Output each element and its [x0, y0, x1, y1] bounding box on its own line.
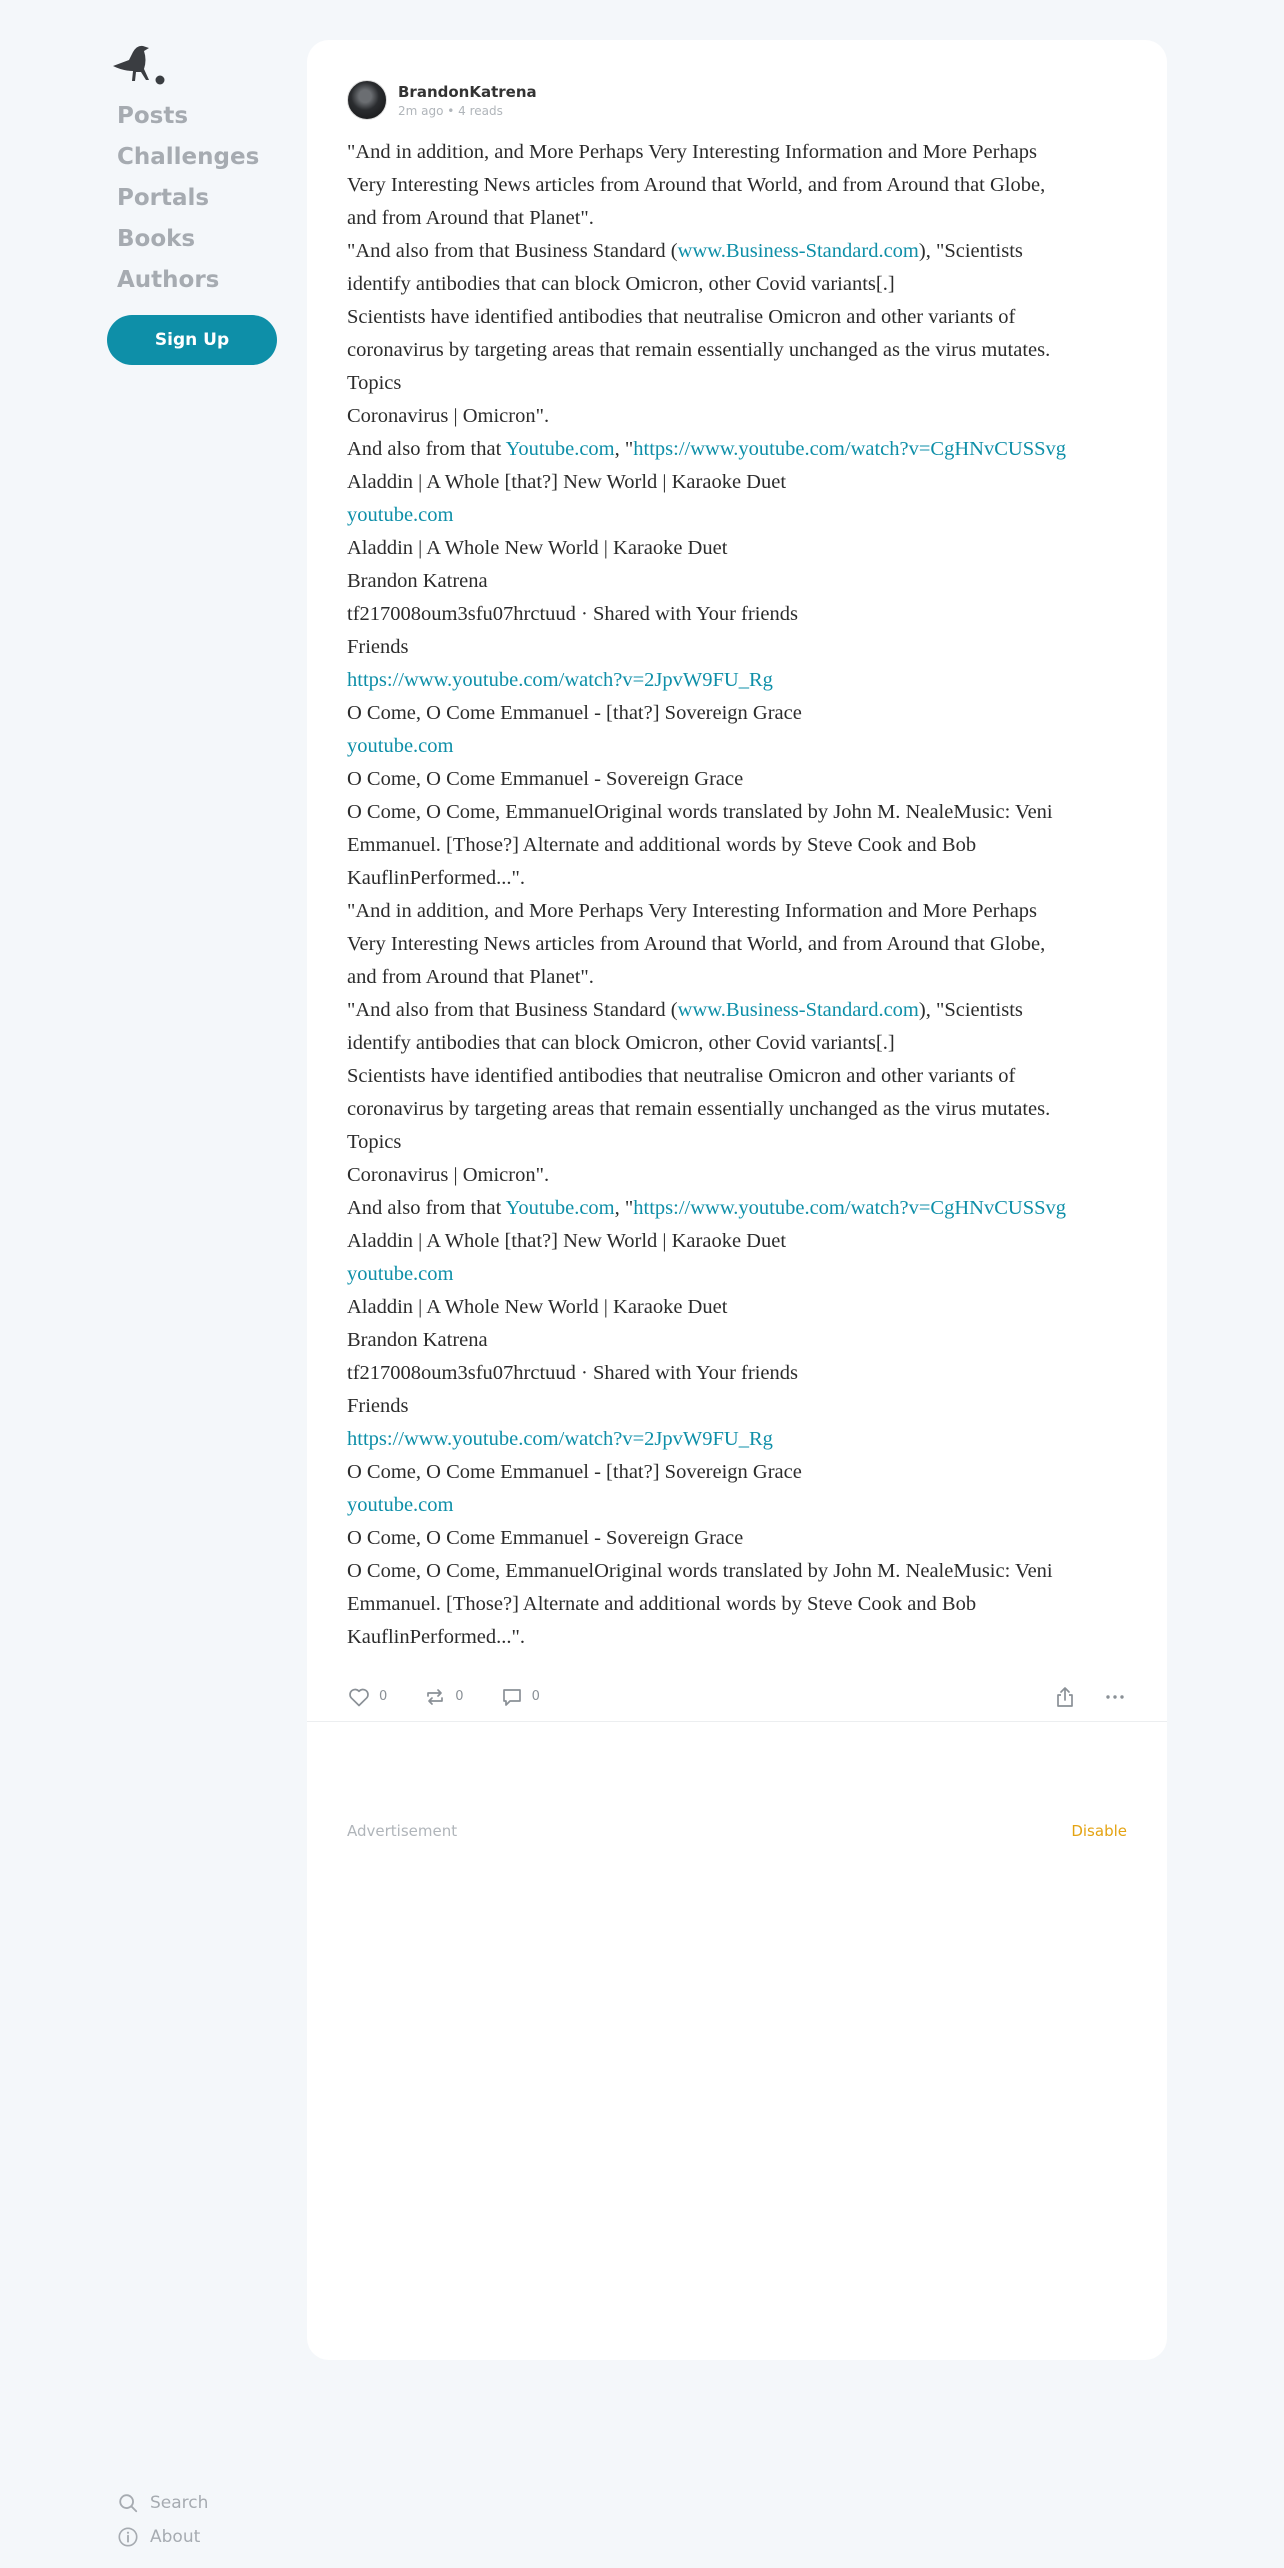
search-icon: [117, 2492, 139, 2514]
post-line: [347, 1027, 1137, 1060]
post-text: KauflinPerformed...".: [347, 1626, 526, 1648]
comment-button[interactable]: [500, 1685, 540, 1709]
post-line: [347, 829, 1137, 862]
post-link[interactable]: https://www.youtube.com/watch?v=CgHNvCUSSvg: [633, 438, 1066, 460]
repost-icon: [423, 1685, 447, 1709]
post-line: [347, 664, 1137, 697]
post-line: [347, 697, 1137, 730]
post-text: Aladdin | A Whole [that?] New World | Karaoke Duet: [347, 1230, 787, 1252]
post-link[interactable]: www.Business-Standard.com: [677, 240, 919, 262]
post-text: ), "Scientists: [918, 999, 1023, 1021]
post-text: Topics: [347, 372, 402, 394]
about-link[interactable]: [117, 2520, 208, 2554]
post-line: [347, 1522, 1137, 1555]
post-line: [347, 598, 1137, 631]
post-link[interactable]: https://www.youtube.com/watch?v=2JpvW9FU_Rg: [347, 669, 773, 691]
sign-up-button[interactable]: Sign Up: [107, 315, 277, 365]
author-name[interactable]: BrandonKatrena: [398, 82, 537, 101]
post-line: [347, 499, 1137, 532]
post-line: [347, 1423, 1137, 1456]
post-text: Friends: [347, 1395, 409, 1417]
post-text: and from Around that Planet".: [347, 207, 594, 229]
nav-books[interactable]: Books: [117, 226, 196, 252]
post-text: KauflinPerformed...".: [347, 867, 526, 889]
info-icon: [117, 2526, 139, 2548]
post-text: coronavirus by targeting areas that remain essentially unchanged as the virus mutates.: [347, 339, 1051, 361]
post-link[interactable]: https://www.youtube.com/watch?v=CgHNvCUSSvg: [633, 1197, 1066, 1219]
post-text: O Come, O Come, EmmanuelOriginal words translated by John M. NealeMusic: Veni: [347, 1560, 1053, 1582]
post-line: [347, 1225, 1137, 1258]
post-text: Emmanuel. [Those?] Alternate and additional words by Steve Cook and Bob: [347, 1593, 977, 1615]
post-line: [347, 1192, 1137, 1225]
more-button[interactable]: [1103, 1685, 1127, 1709]
post-line: [347, 268, 1137, 301]
post-text: Coronavirus | Omicron".: [347, 405, 550, 427]
post-text: Scientists have identified antibodies that neutralise Omicron and other variants of: [347, 306, 1016, 328]
post-text: Brandon Katrena: [347, 570, 488, 592]
post-text: identify antibodies that can block Omicron, other Covid variants[.]: [347, 1032, 895, 1054]
post-text: ), "Scientists: [918, 240, 1023, 262]
post-text: And also from that: [347, 438, 506, 460]
advertisement-label: Advertisement: [347, 1822, 458, 1840]
post-line: [347, 1159, 1137, 1192]
post-text: Friends: [347, 636, 409, 658]
post-text: Emmanuel. [Those?] Alternate and additional words by Steve Cook and Bob: [347, 834, 977, 856]
post-text: Scientists have identified antibodies that neutralise Omicron and other variants of: [347, 1065, 1016, 1087]
post-text: O Come, O Come Emmanuel - [that?] Sovereign Grace: [347, 702, 802, 724]
post-line: [347, 1258, 1137, 1291]
like-button[interactable]: [347, 1685, 387, 1709]
post-link[interactable]: Youtube.com: [505, 438, 615, 460]
sidebar: [107, 40, 287, 365]
post-text: O Come, O Come, EmmanuelOriginal words translated by John M. NealeMusic: Veni: [347, 801, 1053, 823]
post-line: [347, 1060, 1137, 1093]
post-link[interactable]: youtube.com: [347, 1263, 454, 1285]
post-link[interactable]: Youtube.com: [505, 1197, 615, 1219]
post-card: [307, 40, 1167, 2360]
post-text: "And in addition, and More Perhaps Very Interesting Information and More Perhaps: [347, 900, 1038, 922]
disable-ads-link[interactable]: Disable: [1071, 1822, 1127, 1840]
post-line: [347, 1390, 1137, 1423]
post-link[interactable]: www.Business-Standard.com: [677, 999, 919, 1021]
author-row: [347, 78, 1127, 122]
post-line: [347, 400, 1137, 433]
heart-icon: [347, 1685, 371, 1709]
post-line: [347, 235, 1137, 268]
post-line: [347, 1588, 1137, 1621]
post-line: [347, 1291, 1137, 1324]
post-link[interactable]: youtube.com: [347, 735, 454, 757]
nav-authors[interactable]: Authors: [117, 267, 220, 293]
post-link[interactable]: youtube.com: [347, 504, 454, 526]
post-text: And also from that: [347, 1197, 506, 1219]
post-line: [347, 1093, 1137, 1126]
post-line: [347, 532, 1137, 565]
post-text: "And also from that Business Standard (: [347, 240, 678, 262]
post-text: Brandon Katrena: [347, 1329, 488, 1351]
post-text: O Come, O Come Emmanuel - Sovereign Grace: [347, 768, 744, 790]
like-count: 0: [379, 1689, 388, 1704]
about-link-label: About: [150, 2527, 201, 2547]
nav-posts[interactable]: Posts: [117, 103, 189, 129]
comment-icon: [500, 1685, 524, 1709]
post-text: Topics: [347, 1131, 402, 1153]
post-line: [347, 631, 1137, 664]
post-body: [347, 136, 1137, 1654]
post-text: O Come, O Come Emmanuel - [that?] Sovereign Grace: [347, 1461, 802, 1483]
post-line: [347, 334, 1137, 367]
post-line: [347, 136, 1137, 169]
post-actions: [307, 1672, 1167, 1722]
post-link[interactable]: youtube.com: [347, 1494, 454, 1516]
post-link[interactable]: https://www.youtube.com/watch?v=2JpvW9FU_Rg: [347, 1428, 773, 1450]
search-link[interactable]: [117, 2486, 208, 2520]
share-icon: [1053, 1685, 1077, 1709]
post-line: [347, 1555, 1137, 1588]
nav-challenges[interactable]: Challenges: [117, 144, 260, 170]
post-line: [347, 763, 1137, 796]
post-line: [347, 367, 1137, 400]
advertisement-header: [347, 1822, 1127, 1840]
post: [307, 40, 1167, 1722]
more-icon: [1103, 1685, 1127, 1709]
search-link-label: Search: [150, 2493, 209, 2513]
main-nav: [107, 96, 287, 301]
post-text: O Come, O Come Emmanuel - Sovereign Grace: [347, 1527, 744, 1549]
post-text: coronavirus by targeting areas that remain essentially unchanged as the virus mutates.: [347, 1098, 1051, 1120]
post-line: [347, 433, 1137, 466]
avatar[interactable]: [347, 80, 387, 120]
post-line: [347, 1489, 1137, 1522]
post-text: Coronavirus | Omicron".: [347, 1164, 550, 1186]
post-line: [347, 1126, 1137, 1159]
post-text: , ": [614, 1197, 634, 1219]
post-text: tf217008oum3sfu07hrctuud · Shared with Your friends: [347, 603, 798, 625]
sidebar-footer: [117, 2486, 208, 2554]
post-line: [347, 862, 1137, 895]
post-text: and from Around that Planet".: [347, 966, 594, 988]
post-line: [347, 565, 1137, 598]
post-text: "And also from that Business Standard (: [347, 999, 678, 1021]
repost-button[interactable]: [423, 1685, 463, 1709]
post-text: Very Interesting News articles from Around that World, and from Around that Globe,: [347, 933, 1046, 955]
post-line: [347, 1357, 1137, 1390]
post-line: [347, 895, 1137, 928]
post-line: [347, 730, 1137, 763]
post-text: identify antibodies that can block Omicron, other Covid variants[.]: [347, 273, 895, 295]
post-text: Very Interesting News articles from Around that World, and from Around that Globe,: [347, 174, 1046, 196]
post-line: [347, 928, 1137, 961]
crow-logo-icon[interactable]: [111, 40, 167, 88]
post-meta: 2m ago • 4 reads: [398, 103, 503, 118]
repost-count: 0: [455, 1689, 464, 1704]
nav-portals[interactable]: Portals: [117, 185, 210, 211]
post-line: [347, 466, 1137, 499]
post-text: Aladdin | A Whole New World | Karaoke Duet: [347, 1296, 728, 1318]
post-text: Aladdin | A Whole [that?] New World | Karaoke Duet: [347, 471, 787, 493]
comment-count: 0: [531, 1689, 540, 1704]
post-line: [347, 301, 1137, 334]
post-line: [347, 202, 1137, 235]
post-line: [347, 1621, 1137, 1654]
post-line: [347, 1324, 1137, 1357]
post-line: [347, 796, 1137, 829]
post-text: , ": [614, 438, 634, 460]
post-text: Aladdin | A Whole New World | Karaoke Duet: [347, 537, 728, 559]
post-line: [347, 1456, 1137, 1489]
share-button[interactable]: [1053, 1685, 1077, 1709]
post-line: [347, 961, 1137, 994]
post-text: tf217008oum3sfu07hrctuud · Shared with Your friends: [347, 1362, 798, 1384]
post-line: [347, 994, 1137, 1027]
post-line: [347, 169, 1137, 202]
post-text: "And in addition, and More Perhaps Very Interesting Information and More Perhaps: [347, 141, 1038, 163]
